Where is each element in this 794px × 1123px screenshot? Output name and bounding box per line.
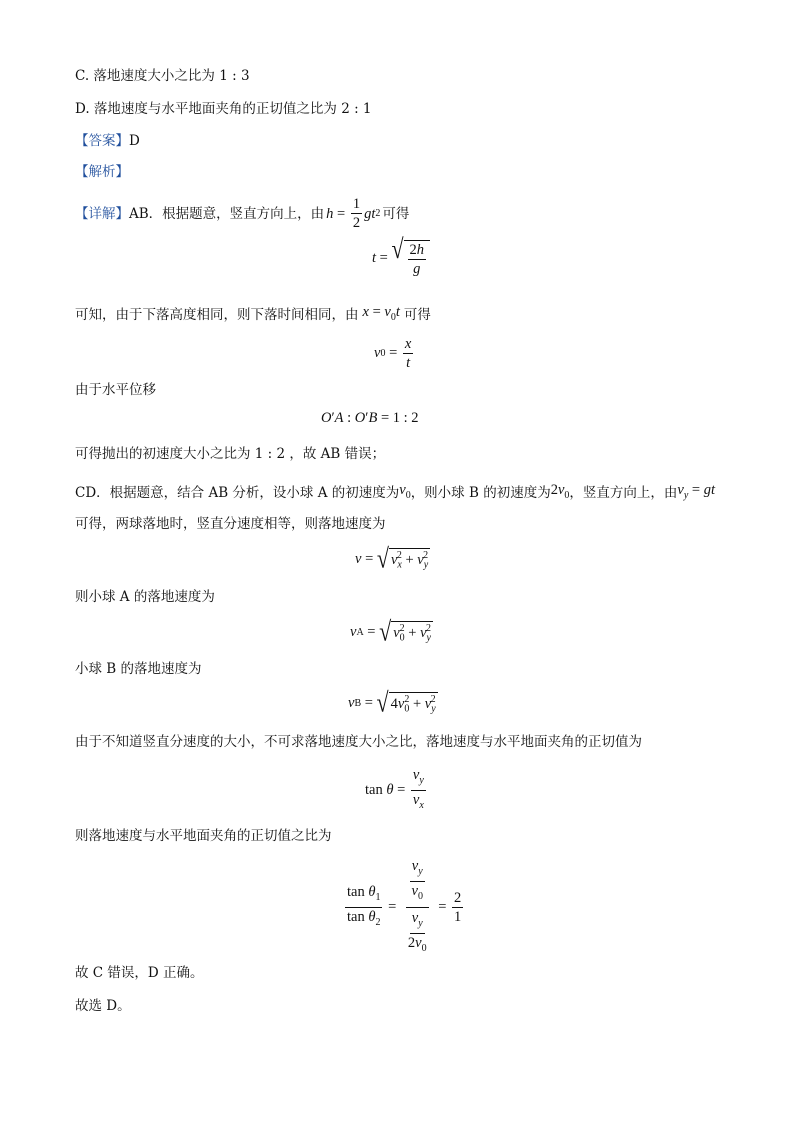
vb-line: 小球 B 的落地速度为 — [75, 661, 202, 677]
formula-tan: tan θ = $\frac{v_y}{v_x}$ — [365, 767, 424, 811]
formula-v0-a: $v_0$ — [399, 482, 411, 501]
formula-t: t = √ $\frac{2h}{g}$ — [372, 240, 430, 277]
choose-line: 故选 D。 — [75, 998, 131, 1014]
detail-intro-line — [75, 196, 409, 231]
unknown-line: 由于不知道竖直分速度的大小，不可求落地速度大小之比，落地速度与水平地面夹角的正切值为 — [75, 734, 642, 750]
cd-text-1: CD．根据题意，结合 AB 分析，设小球 A 的初速度为 — [75, 484, 400, 501]
option-d: D. 落地速度与水平地面夹角的正切值之比为 2 : 1 — [75, 101, 372, 117]
formula-v0: v 0 = $\frac{x}{t}$ — [374, 336, 412, 371]
cd-text-3: ，竖直方向上，由 — [569, 484, 678, 501]
formula-ratio: $\frac{\tan \theta_1}{\tan \theta_2}$ = $\frac{\frac{v_y}{v_0}}{\frac{v_y}{2v_0}}$ = $\frac{2}{1}$ — [347, 858, 462, 954]
detail-tag: 【详解】 — [75, 205, 129, 222]
answer-tag: 【答案】 — [75, 133, 129, 149]
formula-x: $x = v_0t$ — [362, 304, 400, 323]
detail-intro: AB．根据题意，竖直方向上，由 — [129, 205, 325, 222]
formula-h: h = $\frac{1}{2}$ gt 2 — [326, 196, 381, 231]
cd-text-2: ，则小球 B 的初速度为 — [410, 484, 551, 501]
detail-intro-end: 可得 — [382, 205, 410, 222]
result-ab: 可得抛出的初速度大小之比为 1 : 2 ，故 AB 错误； — [75, 446, 386, 462]
knowable-line — [75, 302, 431, 328]
knowable-end: 可得 — [403, 306, 431, 323]
analysis-tag — [75, 162, 129, 182]
cd-line — [75, 480, 715, 506]
formula-v: v = √ $v_x^2 + v_y^2$ — [355, 542, 429, 574]
answer-line — [75, 131, 140, 151]
formula-va: v A = √ $v_0^2 + v_y^2$ — [350, 615, 431, 647]
option-c: C. 落地速度大小之比为 1 : 3 — [75, 68, 250, 84]
formula-vb: v B = √ $4v_0^2 + v_y^2$ — [348, 686, 436, 718]
cd-line-2: 可得，两球落地时，竖直分速度相等，则落地速度为 — [75, 516, 386, 532]
formula-2v0: $2v_0$ — [550, 482, 570, 501]
horizontal-line: 由于水平位移 — [75, 382, 156, 398]
conclusion-line: 故 C 错误，D 正确。 — [75, 965, 204, 981]
va-line: 则小球 A 的落地速度为 — [75, 589, 215, 605]
analysis-tag-text: 【解析】 — [75, 164, 129, 180]
formula-oa-ob: O ′ A : O ′ B = 1 : 2 — [321, 410, 419, 426]
knowable-text: 可知，由于下落高度相同，则下落时间相同，由 — [75, 306, 359, 323]
ratio-line: 则落地速度与水平地面夹角的正切值之比为 — [75, 828, 332, 844]
answer-value: D — [129, 133, 140, 149]
formula-vy-gt: $v_y$ = gt — [677, 482, 715, 501]
